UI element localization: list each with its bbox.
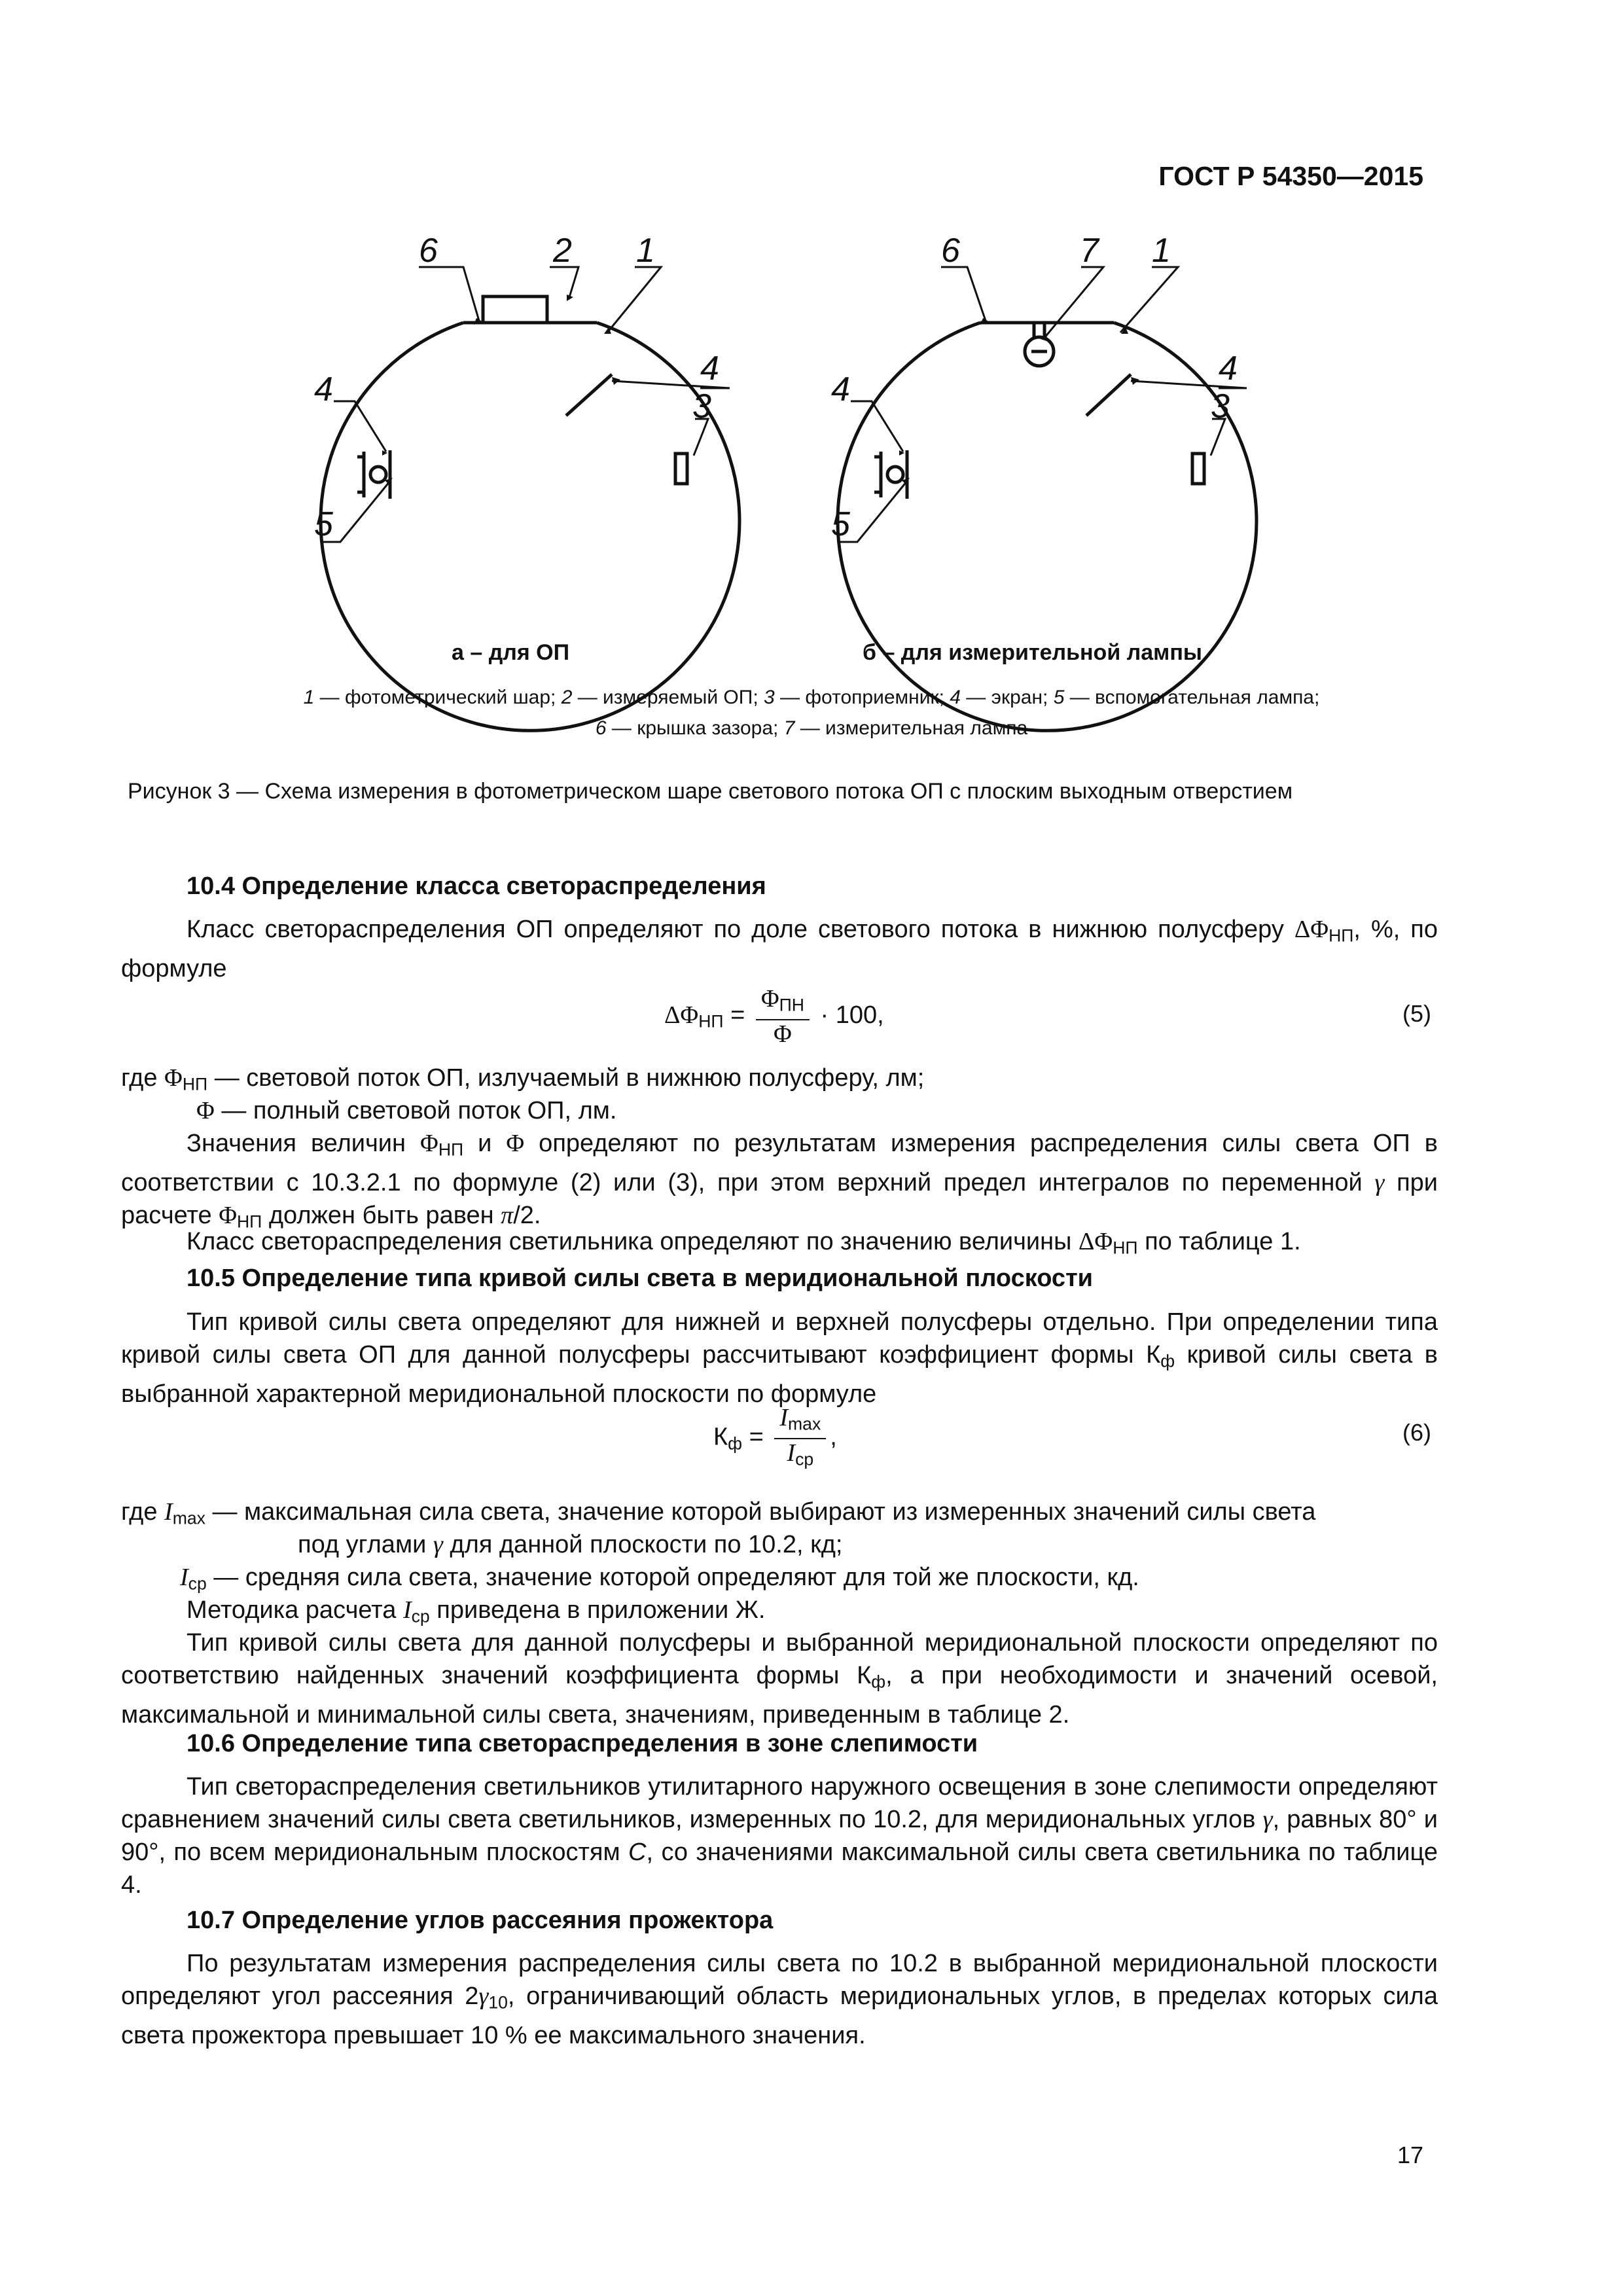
section-10-4-heading: 10.4 Определение класса светораспределения [187,872,766,900]
legend-line-1 [0,682,1623,713]
formula-6-where-2: $I_{ср}$ — средняя сила света, значение которой определяют для той же плоскости, кд. [180,1564,1139,1594]
right-label-1: 1 [1152,232,1171,270]
right-label-5: 5 [831,505,850,543]
formula-6-where-1-continued: под углами γ для данной плоскости по 10.2, кд; [298,1531,843,1558]
left-label-5: 5 [314,505,333,543]
section-10-4-paragraph-3: Класс светораспределения светильника определяют по значению величины $\Delta\Phi_{НП}$ по таблице 1. [187,1228,1301,1258]
left-label-3: 3 [692,387,711,425]
section-10-7-paragraph-1: По результатам измерения распределения силы света по 10.2 в выбранной меридиональной плоскости определяют угол рассеяния $2\gamma_{10}$, ограничивающий область меридиональных углов, в пределах которых сила света прожектора превышает 10 % ее максимального значения. [121,1950,1438,2049]
right-photoreceiver [1192,454,1204,484]
left-label-4-screen: 4 [700,350,719,387]
left-photoreceiver [675,454,687,484]
formula-5: $\Delta\Phi_{НП}$ = $\frac{\Phi_{ПН}}{\Phi}$ · 100, [664,985,884,1048]
section-10-5-heading: 10.5 Определение типа кривой силы света в меридиональной плоскости [187,1265,1094,1292]
right-label-7: 7 [1080,232,1099,270]
section-10-5-paragraph-1: Тип кривой силы света определяют для нижней и верхней полусферы отдельно. При определении типа кривой силы света ОП для данной полусферы рассчитывают коэффициент формы $К_ф$ кривой силы света в выбранной характерной меридиональной плоскости по формуле [121,1308,1438,1408]
document-header: ГОСТ Р 54350—2015 [1158,161,1423,191]
legend-item-5: 5 — вспомогательная лампа; [1053,687,1320,708]
section-10-5-paragraph-3: Тип кривой силы света для данной полусферы и выбранной меридиональной плоскости определяют по соответствию найденных значений коэффициента формы $К_ф$, а при необходимости и значений осевой, максимальной и минимальной силы света, значениям, приведенным в таблице 2. [121,1629,1438,1729]
page-number: 17 [1397,2142,1423,2168]
right-inner-screen [1086,374,1131,416]
right-label-4-side: 4 [831,370,850,408]
legend-item-4: 4 — экран; [950,687,1054,708]
legend-line-2 [0,713,1623,744]
left-inner-screen [566,374,612,416]
figure-legend [0,682,1623,744]
right-aux-lamp [887,467,903,482]
left-aux-lamp [370,467,386,482]
right-label-4-screen: 4 [1219,350,1238,387]
legend-item-2: 2 — измеряемый ОП; [561,687,764,708]
formula-6: $К_ф$ = $\frac{I_{max}}{I_{ср}}$ , [713,1404,837,1469]
legend-item-7: 7 — измерительная лампа [783,717,1028,739]
equation-number-6: (6) [1402,1419,1431,1446]
formula-5-where-2: Φ — полный световой поток ОП, лм. [196,1097,617,1124]
section-10-5-paragraph-2: Методика расчета $I_{ср}$ приведена в приложении Ж. [187,1596,766,1626]
section-10-4-paragraph-1: Класс светораспределения ОП определяют по доле светового потока в нижнюю полусферу $\Delta\Phi_{НП}$, %, по формуле [121,916,1438,982]
figure-title: Рисунок 3 — Схема измерения в фотометрическом шаре светового потока ОП с плоским выходным отверстием [128,779,1293,804]
left-label-4-side: 4 [314,370,333,408]
left-label-6: 6 [419,232,438,270]
formula-6-where-1: где $I_{max}$ — максимальная сила света, значение которой выбирают из измеренных значений силы света [121,1498,1316,1528]
right-label-3: 3 [1211,387,1230,425]
formula-5-where-1: где $\Phi_{НП}$ — световой поток ОП, излучаемый в нижнюю полусферу, лм; [121,1064,925,1094]
left-label-2: 2 [553,232,572,270]
right-label-6: 6 [941,232,960,270]
legend-item-6: 6 — крышка зазора; [595,717,784,739]
section-10-6-heading: 10.6 Определение типа светораспределения в зоне слепимости [187,1730,978,1757]
figure-caption-b: б – для измерительной лампы [863,640,1202,665]
section-10-7-heading: 10.7 Определение углов рассеяния прожектора [187,1907,774,1934]
section-10-6-paragraph-1: Тип светораспределения светильников утилитарного наружного освещения в зоне слепимости определяют сравнением значений силы света светильников, измеренных по 10.2, для меридиональных углов γ, равных 80° и 90°, по всем меридиональным плоскостям С, со значениями максимальной силы света светильника по таблице 4. [121,1773,1438,1899]
figure-3-diagram [0,229,1623,753]
left-label-1: 1 [636,232,655,270]
legend-item-1: 1 — фотометрический шар; [303,687,562,708]
figure-caption-a: а – для ОП [452,640,570,665]
equation-number-5: (5) [1402,1000,1431,1027]
legend-item-3: 3 — фотоприемник; [764,687,950,708]
left-measured-op [483,296,547,323]
section-10-4-paragraph-2: Значения величин $\Phi_{НП}$ и Φ определяют по результатам измерения распределения силы света ОП в соответствии с 10.3.2.1 по формуле (2) или (3), при этом верхний предел интегралов по переменной γ при расчете $\Phi_{НП}$ должен быть равен π/2. [121,1130,1438,1232]
left-photometric-sphere [321,323,740,730]
